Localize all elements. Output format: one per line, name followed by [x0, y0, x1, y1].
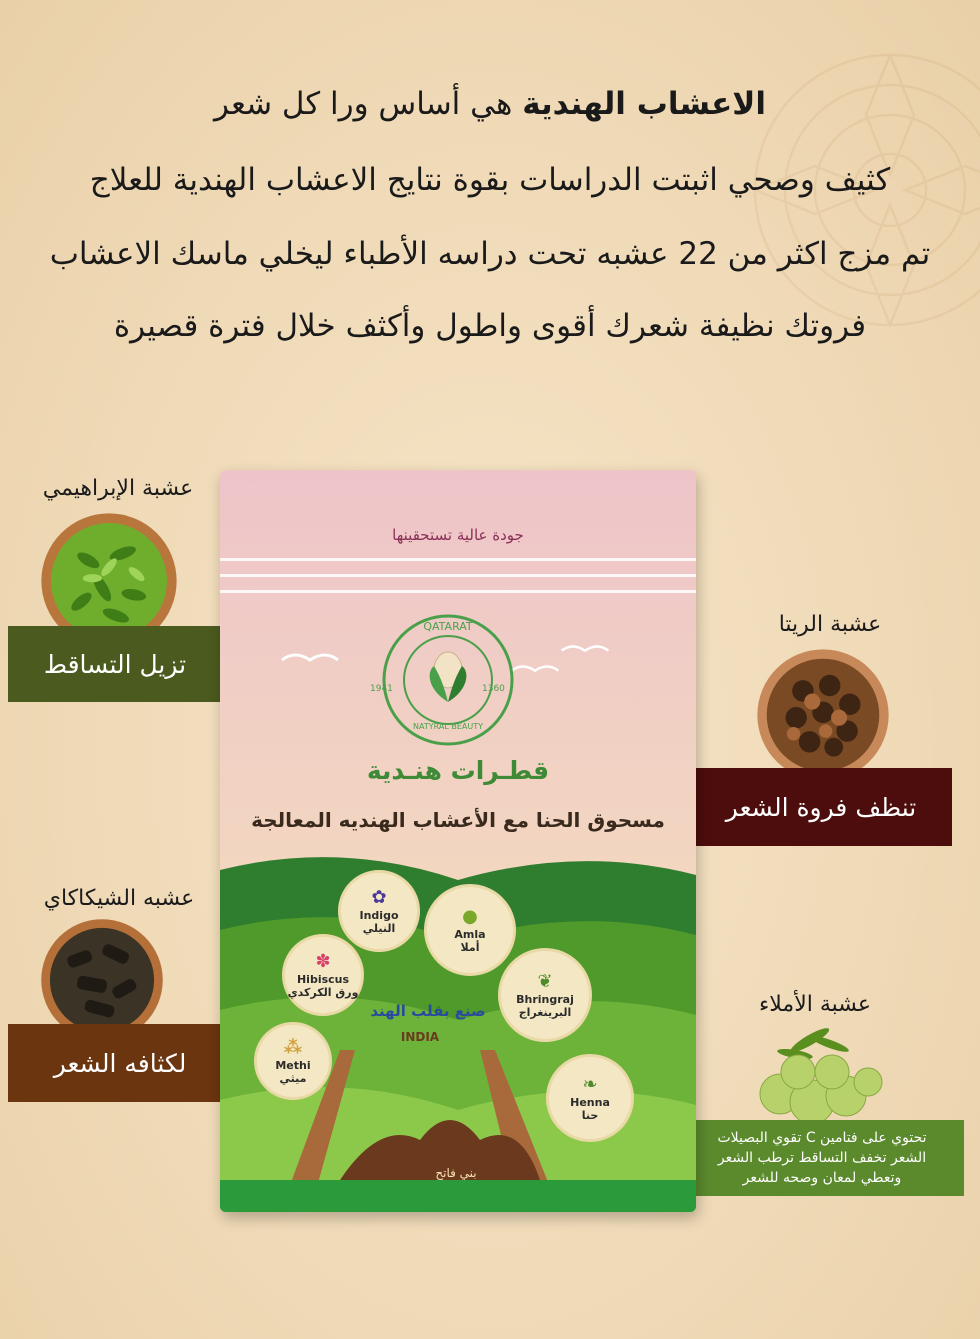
- ingredient-ar: حنا: [581, 1108, 599, 1122]
- ingredient-hibiscus: [282, 934, 364, 1016]
- logo-year-right: 1360: [482, 684, 505, 694]
- amla-icon: ●: [462, 906, 478, 928]
- hibiscus-icon: ✽: [315, 951, 331, 973]
- ingredient-indigo: [338, 870, 420, 952]
- ingredient-amla: [424, 884, 516, 976]
- ingredient-ar: ورق الكركدي: [287, 985, 359, 999]
- brand-name: قطـرات هنـدية: [366, 756, 550, 785]
- bhringraj-icon: ❦: [537, 971, 553, 993]
- henna-icon: ❧: [582, 1074, 598, 1096]
- headline-line-1: [0, 86, 980, 122]
- zip-line: [220, 574, 696, 577]
- benefit-banner-reetha: تنظف فروة الشعر: [690, 768, 952, 846]
- amla-benefit-line-2: الشعر تخفف التساقط ترطب الشعر: [717, 1149, 927, 1166]
- herb-title-reetha: عشبة الريتا: [778, 612, 882, 637]
- ingredient-bhringraj: [498, 948, 592, 1042]
- package-slogan: جودة عالية تستحقينها: [392, 526, 524, 544]
- logo-text-bottom: NATYRAL BEAUTY: [413, 722, 483, 731]
- amla-benefit-line-3: وتعطي لمعان وصحه للشعر: [742, 1170, 902, 1187]
- reetha-soapnut-bowl-image: [756, 648, 890, 782]
- ingredient-en: Hibiscus: [296, 972, 350, 986]
- ingredient-en: Henna: [570, 1095, 610, 1109]
- ingredient-ar: أملا: [460, 940, 480, 954]
- benefit-banner-ibrahimi: تزيل التساقط: [8, 626, 222, 702]
- methi-icon: ⁂: [283, 1037, 303, 1059]
- logo-year-left: 1941: [370, 684, 393, 694]
- shade-label: بني فاتح: [435, 1166, 477, 1180]
- herb-title-shikakai: عشبه الشيكاكاي: [43, 886, 195, 911]
- ingredient-ar: ميثي: [279, 1071, 307, 1085]
- product-package-image: [220, 470, 696, 1212]
- ingredient-ar: النيلي: [362, 921, 396, 935]
- ingredient-henna: [546, 1054, 634, 1142]
- logo-text-top: QATARAT: [423, 620, 473, 633]
- ingredient-en: Bhringraj: [516, 992, 574, 1006]
- herb-title-amla: عشبة الأملاء: [758, 992, 872, 1017]
- headline-line-3: تم مزج اكثر من 22 عشبه تحت دراسه الأطباء ليخلي ماسك الاعشاب: [49, 236, 931, 272]
- benefit-banner-shikakai: لكثافه الشعر: [8, 1024, 232, 1102]
- india-text: INDIA: [400, 1030, 440, 1044]
- ingredient-en: Indigo: [359, 908, 399, 922]
- zip-line: [220, 558, 696, 561]
- ingredient-en: Methi: [275, 1058, 311, 1072]
- benefit-box-amla: [680, 1120, 964, 1196]
- ingredient-en: Amla: [454, 927, 486, 941]
- zip-line: [220, 590, 696, 593]
- bird-icon: [560, 640, 610, 658]
- herb-title-ibrahimi: عشبة الإبراهيمي: [42, 476, 194, 501]
- headline-bold: الاعشاب الهندية: [522, 86, 766, 122]
- headline-rest: هي أساس ورا كل شعر: [214, 86, 513, 122]
- product-name: مسحوق الحنا مع الأعشاب الهنديه المعالجة: [251, 808, 665, 832]
- made-in-india-text: صنع بقلب الهند: [370, 1002, 486, 1020]
- bird-icon: [280, 648, 340, 668]
- headline-line-4: فروتك نظيفة شعرك أقوى واطول وأكثف خلال فترة قصيرة: [113, 308, 867, 344]
- indigo-icon: ✿: [371, 887, 387, 909]
- ingredient-ar: البرينغراج: [518, 1005, 572, 1019]
- amla-fruits-image: [750, 1022, 890, 1132]
- amla-benefit-line-1: تحتوي على فتامين C تقوي البصيلات: [717, 1129, 927, 1146]
- headline-line-2: كثيف وصحي اثبتت الدراسات بقوة نتايج الاعشاب الهندية للعلاج: [89, 162, 891, 198]
- ingredient-methi: [254, 1022, 332, 1100]
